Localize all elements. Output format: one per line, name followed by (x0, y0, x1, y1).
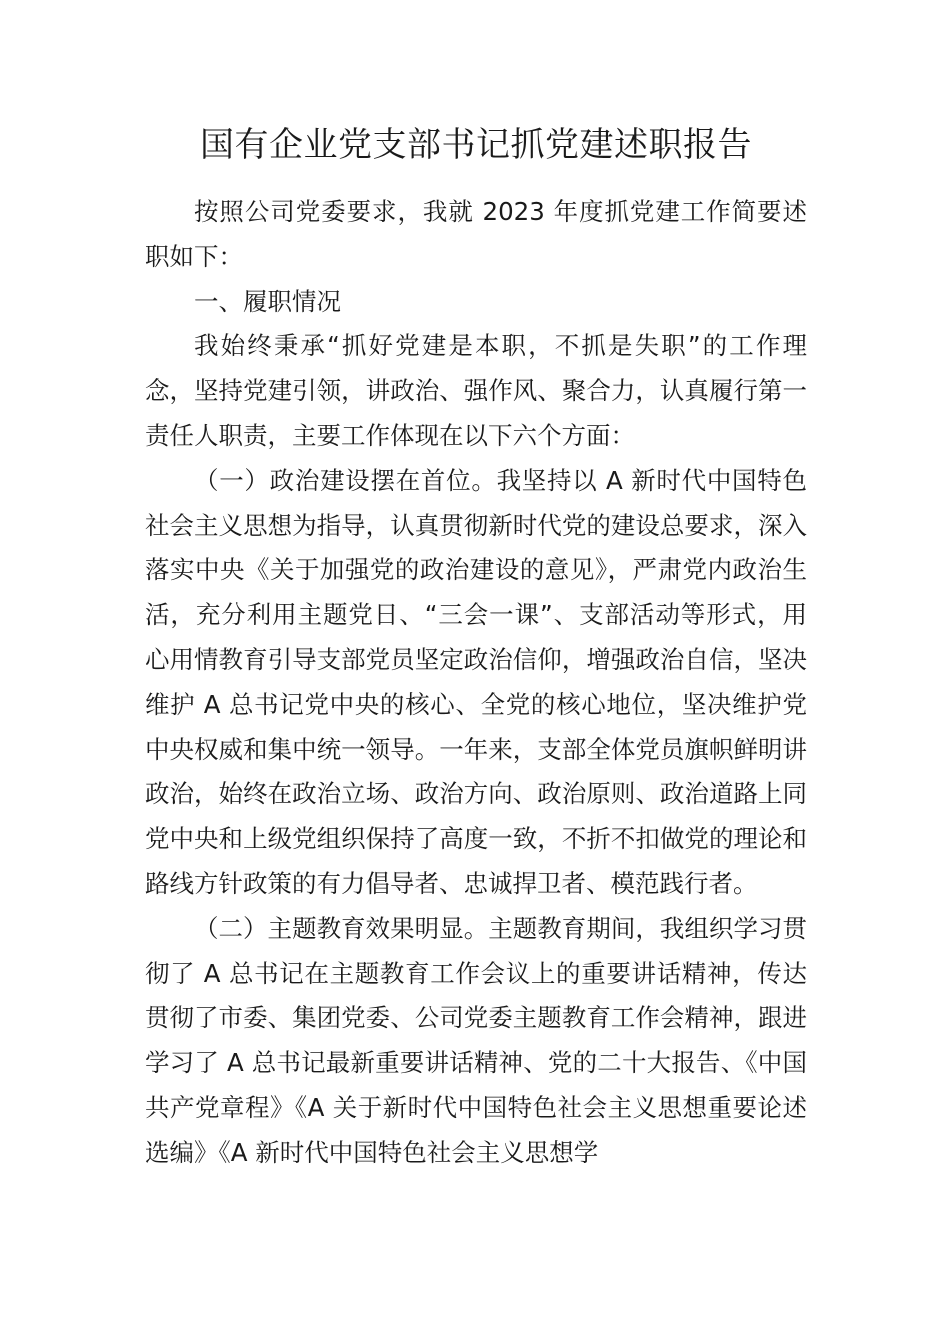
body-paragraph: 我始终秉承“抓好党建是本职，不抓是失职”的工作理念，坚持党建引领，讲政治、强作风、聚合力，认真履行第一责任人职责，主要工作体现在以下六个方面： (145, 331, 807, 450)
document-page (145, 120, 807, 1176)
body-paragraph: （一）政治建设摆在首位。我坚持以 A 新时代中国特色社会主义思想为指导，认真贯彻新时代党的建设总要求，深入落实中央《关于加强党的政治建设的意见》，严肃党内政治生活，充分利用主题党日、“三会一课”、支部活动等形式，用心用情教育引导支部党员坚定政治信仰，增强政治自信，坚决维护 A 总书记党中央的核心、全党的核心地位，坚决维护党中央权威和集中统一领导。一年来，支部全体党员旗帜鲜明讲政治，始终在政治立场、政治方向、政治原则、政治道路上同党中央和上级党组织保持了高度一致，不折不扣做党的理论和路线方针政策的有力倡导者、忠诚捍卫者、模范践行者。 (145, 465, 807, 898)
document-title: 国有企业党支部书记抓党建述职报告 (200, 125, 752, 165)
section-heading: 一、履职情况 (194, 286, 341, 316)
intro-paragraph: 按照公司党委要求，我就 2023 年度抓党建工作简要述职如下： (145, 197, 807, 271)
body-paragraph: （二）主题教育效果明显。主题教育期间，我组织学习贯彻了 A 总书记在主题教育工作会议上的重要讲话精神，传达贯彻了市委、集团党委、公司党委主题教育工作会精神，跟进学习了 A 总书记最新重要讲话精神、党的二十大报告、《中国共产党章程》《A 关于新时代中国特色社会主义思想重要论述选编》《A 新时代中国特色社会主义思想学 (145, 913, 807, 1167)
